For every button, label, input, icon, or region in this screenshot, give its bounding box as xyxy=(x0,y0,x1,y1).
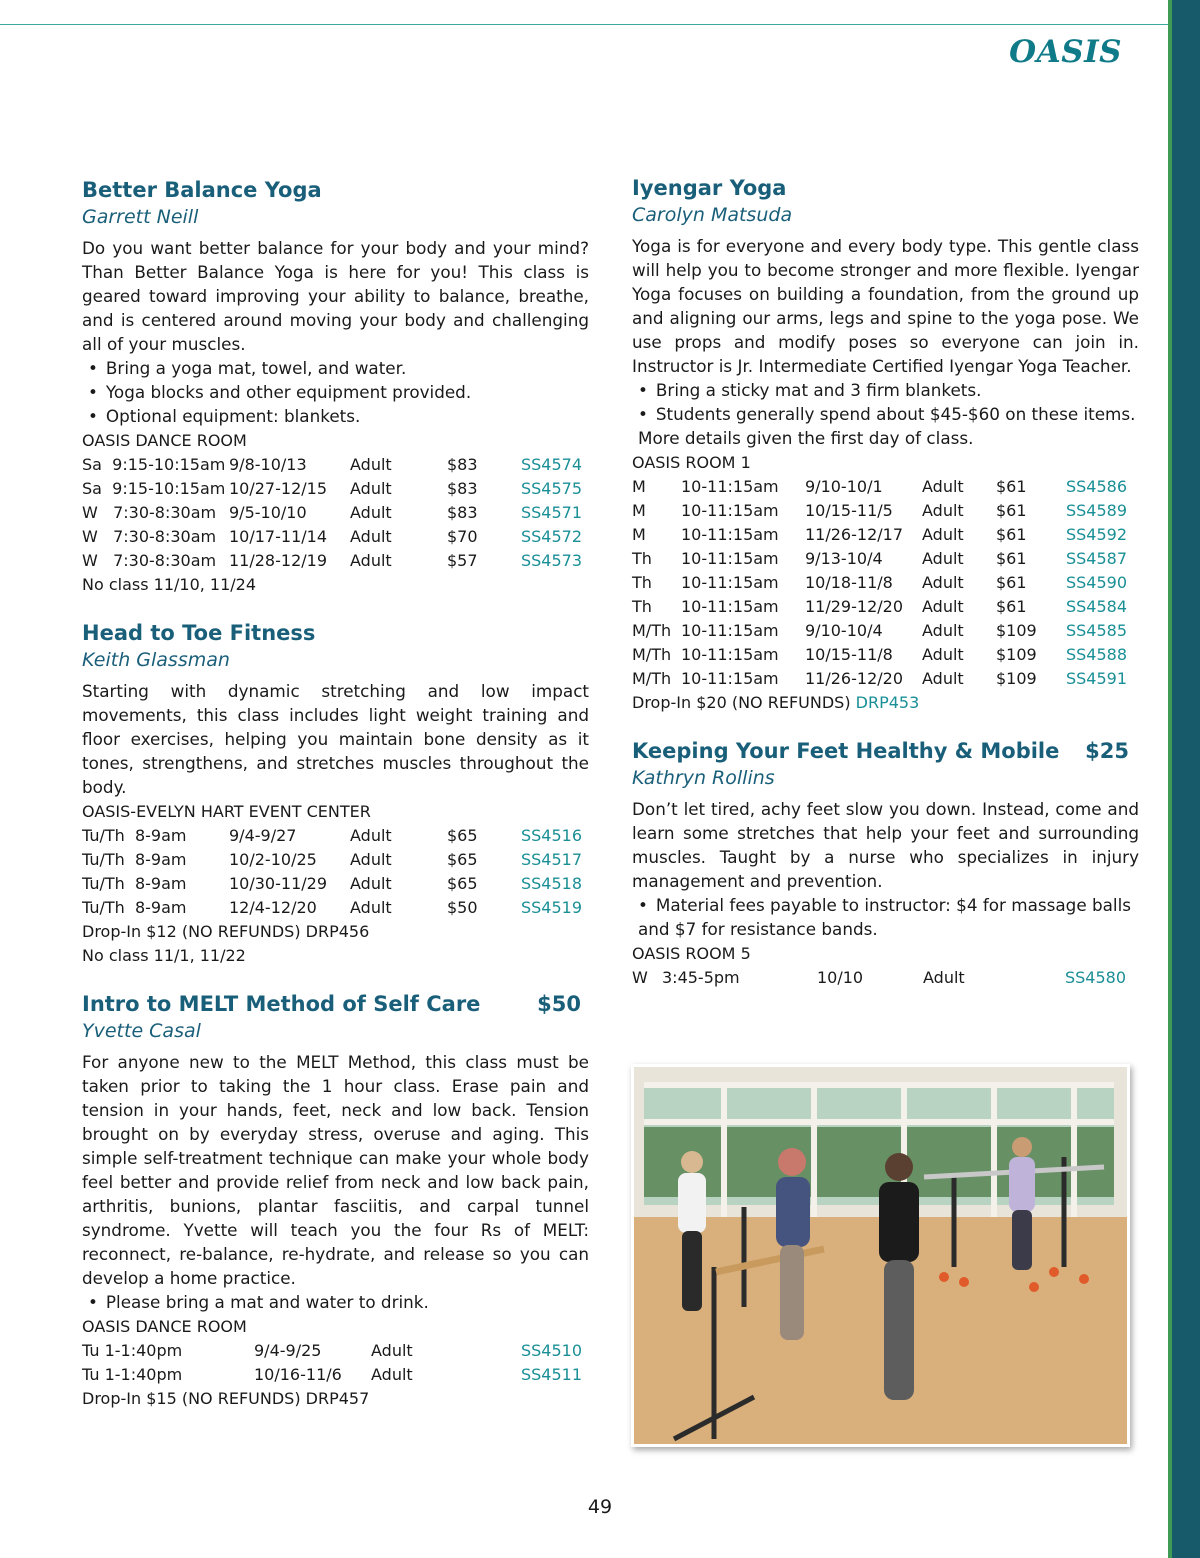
course-code: SS4591 xyxy=(1065,669,1127,688)
page-number: 49 xyxy=(587,1496,613,1518)
course-code: SS4587 xyxy=(1065,549,1127,568)
course-code: SS4575 xyxy=(520,479,582,498)
course-code: SS4573 xyxy=(520,551,582,570)
table-row: Th 10-11:15am 9/13-10/4 Adult $61 SS4587 xyxy=(632,547,1127,571)
schedule-table xyxy=(632,475,1127,691)
course-code: SS4585 xyxy=(1065,621,1127,640)
instructor-name: Kathryn Rollins xyxy=(632,767,775,789)
top-rule xyxy=(0,24,1168,25)
bullet-list xyxy=(82,1290,589,1314)
table-row: Tu/Th 8-9am 10/30-11/29 Adult $65 SS4518 xyxy=(82,872,582,896)
course-code: SS4574 xyxy=(520,455,582,474)
table-row: Tu/Th 8-9am 12/4-12/20 Adult $50 SS4519 xyxy=(82,896,582,920)
person-head xyxy=(885,1153,913,1181)
class-title: Iyengar Yoga xyxy=(632,176,787,200)
dropin-note: Drop-In $20 (NO REFUNDS) DRP453 xyxy=(632,693,920,712)
class-title: Keeping Your Feet Healthy & Mobile $25 xyxy=(632,737,1139,765)
iyengar-section xyxy=(632,174,1139,715)
dropin-note: Drop-In $15 (NO REFUNDS) DRP457 xyxy=(82,1389,370,1408)
dropin-note: Drop-In $12 (NO REFUNDS) DRP456 xyxy=(82,922,370,941)
schedule-table xyxy=(82,1339,582,1387)
person-legs xyxy=(682,1231,702,1311)
section-header: OASIS xyxy=(1009,34,1122,70)
instructor-name: Yvette Casal xyxy=(82,1020,201,1042)
feet-section xyxy=(632,737,1139,990)
course-code: SS4588 xyxy=(1065,645,1127,664)
person-head xyxy=(778,1148,806,1176)
no-class-note: No class 11/10, 11/24 xyxy=(82,575,257,594)
table-row: Sa 9:15-10:15am 9/8-10/13 Adult $83 SS4574 xyxy=(82,453,582,477)
course-code: SS4572 xyxy=(520,527,582,546)
dropin-code: DRP453 xyxy=(855,693,920,712)
class-price: $25 xyxy=(1085,739,1129,763)
table-row: M 10-11:15am 11/26-12/17 Adult $61 SS4592 xyxy=(632,523,1127,547)
room-name: OASIS DANCE ROOM xyxy=(82,431,247,450)
person-head xyxy=(681,1151,703,1173)
course-code: SS4571 xyxy=(520,503,582,522)
table-row: Tu/Th 8-9am 10/2-10/25 Adult $65 SS4517 xyxy=(82,848,582,872)
table-row: M/Th 10-11:15am 9/10-10/4 Adult $109 SS4585 xyxy=(632,619,1127,643)
course-code: SS4511 xyxy=(520,1365,582,1384)
table-row: Th 10-11:15am 11/29-12/20 Adult $61 SS4584 xyxy=(632,595,1127,619)
table-row: Th 10-11:15am 10/18-11/8 Adult $61 SS4590 xyxy=(632,571,1127,595)
room-name: OASIS DANCE ROOM xyxy=(82,1317,247,1336)
head-to-toe-section xyxy=(82,619,589,968)
schedule-table xyxy=(632,966,1126,990)
class-title: Head to Toe Fitness xyxy=(82,621,316,645)
course-code: SS4584 xyxy=(1065,597,1127,616)
side-color-band xyxy=(1168,0,1200,1558)
table-row: Sa 9:15-10:15am 10/27-12/15 Adult $83 SS4575 xyxy=(82,477,582,501)
person-legs xyxy=(780,1245,804,1340)
schedule-table xyxy=(82,453,582,573)
bullet-list xyxy=(632,893,1139,941)
course-code: SS4518 xyxy=(520,874,582,893)
person-body xyxy=(879,1182,919,1262)
table-row: W 7:30-8:30am 11/28-12/19 Adult $57 SS4573 xyxy=(82,549,582,573)
right-column xyxy=(632,174,1139,1012)
bullet-item: • Bring a yoga mat, towel, and water. xyxy=(82,356,589,380)
course-code: SS4519 xyxy=(520,898,582,917)
table-row: W 7:30-8:30am 10/17-11/14 Adult $70 SS4572 xyxy=(82,525,582,549)
bullet-item: • Please bring a mat and water to drink. xyxy=(82,1290,589,1314)
course-code: SS4590 xyxy=(1065,573,1127,592)
table-row: Tu/Th 8-9am 9/4-9/27 Adult $65 SS4516 xyxy=(82,824,582,848)
better-balance-section xyxy=(82,176,589,597)
left-column xyxy=(82,176,589,1433)
room-name: OASIS ROOM 5 xyxy=(632,944,751,963)
person-legs xyxy=(1012,1210,1032,1270)
bullet-list xyxy=(82,356,589,428)
class-description: Starting with dynamic stretching and low impact movements, this class includes light weight training and floor exercises, helping you maintain bone density as it tones, strengthens, and stretches muscles throughout the body. xyxy=(82,681,589,797)
person-body xyxy=(678,1173,706,1233)
class-photo xyxy=(631,1064,1130,1447)
person-body xyxy=(776,1177,810,1247)
table-row: W 3:45-5pm 10/10 Adult SS4580 xyxy=(632,966,1126,990)
table-row: M/Th 10-11:15am 10/15-11/8 Adult $109 SS4588 xyxy=(632,643,1127,667)
bullet-list xyxy=(632,378,1139,450)
yoga-class-illustration xyxy=(634,1067,1127,1444)
course-code: SS4589 xyxy=(1065,501,1127,520)
melt-section xyxy=(82,990,589,1411)
table-row: M/Th 10-11:15am 11/26-12/20 Adult $109 SS4591 xyxy=(632,667,1127,691)
course-code: SS4580 xyxy=(1064,968,1126,987)
table-row: Tu 1-1:40pm 9/4-9/25 Adult SS4510 xyxy=(82,1339,582,1363)
bullet-item: • Optional equipment: blankets. xyxy=(82,404,589,428)
class-title: Intro to MELT Method of Self Care $50 xyxy=(82,990,589,1018)
class-description: Yoga is for everyone and every body type. This gentle class will help you to become stronger and more flexible. Iyengar Yoga focuses on building a foundation, from the ground up and aligning our arms, legs and spine to the yoga pose. We use props and modify poses so everyone can join in. Instructor is Jr. Intermediate Certified Iyengar Yoga Teacher. xyxy=(632,236,1139,376)
course-code: SS4516 xyxy=(520,826,582,845)
class-description: For anyone new to the MELT Method, this class must be taken prior to taking the 1 hour class. Erase pain and tension in your hands, feet, neck and low back. Tension brought on by everyday stress, overuse and aging. This simple self-treatment technique can make your whole body feel better and provide relief from neck and low back pain, arthritis, bunions, plantar fasciitis, and carpal tunnel syndrome. Yvette will teach you the four Rs of MELT: reconnect, re-balance, re-hydrate, and release so you can develop a home practice. xyxy=(82,1052,589,1288)
bullet-item: • Yoga blocks and other equipment provided. xyxy=(82,380,589,404)
class-price: $50 xyxy=(537,992,581,1016)
person-legs xyxy=(884,1260,914,1400)
course-code: SS4592 xyxy=(1065,525,1127,544)
class-title: Better Balance Yoga xyxy=(82,178,322,202)
table-row: M 10-11:15am 10/15-11/5 Adult $61 SS4589 xyxy=(632,499,1127,523)
no-class-note: No class 11/1, 11/22 xyxy=(82,946,246,965)
bullet-item: • Students generally spend about $45-$60 on these items. More details given the first day of class. xyxy=(632,402,1139,450)
photo-trees xyxy=(644,1127,1114,1197)
instructor-name: Garrett Neill xyxy=(82,206,199,228)
bullet-item: • Bring a sticky mat and 3 firm blankets. xyxy=(632,378,1139,402)
class-description: Do you want better balance for your body and your mind? Than Better Balance Yoga is here for you! This class is geared toward improving your ability to balance, breathe, and is centered around moving your body and challenging all of your muscles. xyxy=(82,238,589,354)
schedule-table xyxy=(82,824,582,920)
course-code: SS4510 xyxy=(520,1341,582,1360)
bullet-item: • Material fees payable to instructor: $4 for massage balls and $7 for resistance bands. xyxy=(632,893,1139,941)
course-code: SS4586 xyxy=(1065,477,1127,496)
table-row: Tu 1-1:40pm 10/16-11/6 Adult SS4511 xyxy=(82,1363,582,1387)
person-head xyxy=(1012,1137,1032,1157)
table-row: W 7:30-8:30am 9/5-10/10 Adult $83 SS4571 xyxy=(82,501,582,525)
instructor-name: Keith Glassman xyxy=(82,649,230,671)
instructor-name: Carolyn Matsuda xyxy=(632,204,793,226)
class-description: Don’t let tired, achy feet slow you down. Instead, come and learn some stretches that help your feet and surrounding muscles. Taught by a nurse who specializes in injury management and prevention. xyxy=(632,799,1139,891)
course-code: SS4517 xyxy=(520,850,582,869)
room-name: OASIS-EVELYN HART EVENT CENTER xyxy=(82,802,371,821)
room-name: OASIS ROOM 1 xyxy=(632,453,751,472)
table-row: M 10-11:15am 9/10-10/1 Adult $61 SS4586 xyxy=(632,475,1127,499)
person-body xyxy=(1009,1157,1035,1212)
